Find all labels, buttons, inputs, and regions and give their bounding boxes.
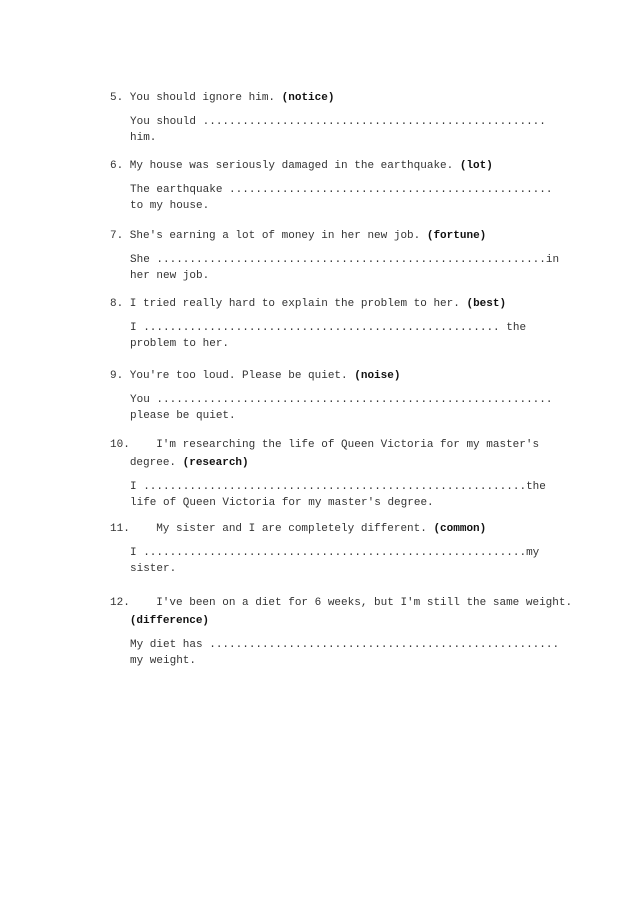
keyword: (noise) — [354, 370, 401, 382]
answer-block — [130, 392, 622, 424]
exercise-prompt — [110, 520, 625, 538]
answer-block — [130, 545, 622, 577]
keyword: (lot) — [459, 160, 493, 172]
answer-block — [130, 637, 622, 669]
exercise-item-8 — [110, 295, 625, 352]
answer-line: She ...........................................................in — [130, 254, 560, 266]
answer-block — [130, 252, 622, 284]
exercise-prompt — [110, 367, 625, 385]
exercise-prompt — [110, 89, 625, 107]
answer-line: problem to her. — [130, 338, 230, 350]
answer-line: sister. — [130, 563, 177, 575]
exercise-item-7 — [110, 227, 625, 284]
exercise-item-10 — [110, 436, 625, 511]
answer-line: I ..........................................................my — [130, 547, 540, 559]
prompt-text: 5. You should ignore him. — [110, 92, 282, 104]
exercise-prompt — [110, 227, 625, 245]
exercise-item-12 — [110, 594, 625, 669]
answer-block — [130, 182, 622, 214]
prompt-text: 9. You're too loud. Please be quiet. — [110, 370, 355, 382]
answer-line: please be quiet. — [130, 410, 236, 422]
answer-line: I ..........................................................the — [130, 481, 546, 493]
answer-line: him. — [130, 132, 157, 144]
answer-block — [130, 320, 622, 352]
answer-block — [130, 114, 622, 146]
exercise-item-5 — [110, 89, 625, 146]
exercise-item-9 — [110, 367, 625, 424]
prompt-text: 8. I tried really hard to explain the problem to her. — [110, 298, 467, 310]
answer-line: You should .................................................... — [130, 116, 546, 128]
answer-line: I ...................................................... the — [130, 322, 527, 334]
answer-line: my weight. — [130, 655, 197, 667]
answer-line: to my house. — [130, 200, 210, 212]
keyword: (best) — [466, 298, 507, 310]
keyword: (difference) — [129, 615, 210, 627]
prompt-text: 11. My sister and I are completely different. — [110, 523, 434, 535]
answer-line: her new job. — [130, 270, 210, 282]
exercise-item-11 — [110, 520, 625, 577]
exercise-prompt — [110, 594, 625, 630]
exercise-item-6 — [110, 157, 625, 214]
prompt-text: 10. I'm researching the life of Queen Victoria for my master's degree. — [110, 439, 540, 469]
keyword: (notice) — [281, 92, 335, 104]
keyword: (common) — [433, 523, 487, 535]
keyword: (research) — [182, 457, 249, 469]
answer-line: life of Queen Victoria for my master's degree. — [130, 497, 434, 509]
answer-line: The earthquake ................................................. — [130, 184, 553, 196]
exercise-prompt — [110, 295, 625, 313]
exercise-prompt — [110, 157, 625, 175]
prompt-text: 12. I've been on a diet for 6 weeks, but I'm still the same weight. — [110, 597, 573, 609]
answer-line: You ............................................................ — [130, 394, 553, 406]
prompt-text: 6. My house was seriously damaged in the earthquake. — [110, 160, 460, 172]
keyword: (fortune) — [426, 230, 487, 242]
prompt-text: 7. She's earning a lot of money in her new job. — [110, 230, 427, 242]
answer-line: My diet has ..................................................... — [130, 639, 560, 651]
answer-block — [130, 479, 622, 511]
exercise-prompt — [110, 436, 625, 472]
